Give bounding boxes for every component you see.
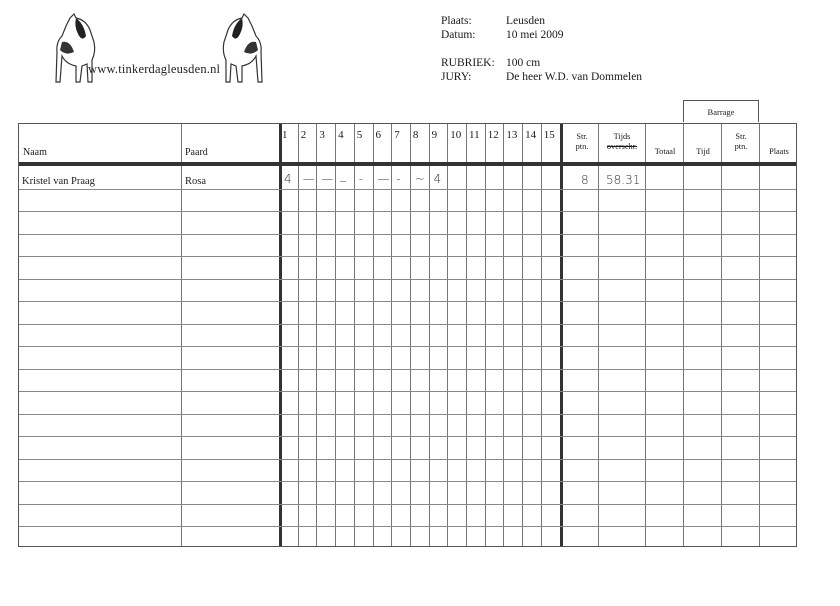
row-divider: [19, 346, 796, 347]
header-obstacle-3: 3: [319, 129, 325, 141]
datum-label: Datum:: [441, 29, 476, 41]
header-obstacle-11: 11: [469, 129, 480, 141]
row-1-obstacle-5: -: [358, 172, 364, 186]
row-1-obstacle-9: 4: [433, 172, 442, 186]
plaats-label: Plaats:: [441, 15, 472, 27]
column-divider: [485, 124, 486, 546]
row-1-obstacle-6: —: [377, 172, 390, 186]
header-divider: [19, 162, 796, 166]
column-divider: [560, 124, 563, 546]
column-divider: [279, 124, 282, 546]
column-divider: [298, 124, 299, 546]
row-divider: [19, 301, 796, 302]
rubriek-value: 100 cm: [506, 57, 541, 69]
row-1-str-ptn: 8: [581, 173, 589, 187]
row-1-paard: Rosa: [185, 176, 206, 187]
header-obstacle-1: 1: [282, 129, 288, 141]
rubriek-label: RUBRIEK:: [441, 57, 495, 69]
header-tijds-overschr: Tijds overschr.: [606, 132, 638, 151]
barrage-header: Barrage: [683, 100, 759, 122]
column-divider: [503, 124, 504, 546]
header-obstacle-6: 6: [375, 129, 381, 141]
row-divider: [19, 391, 796, 392]
column-divider: [447, 124, 448, 546]
column-divider: [522, 124, 523, 546]
row-divider: [19, 481, 796, 482]
header-obstacle-4: 4: [338, 129, 344, 141]
column-divider: [335, 124, 336, 546]
row-1-naam: Kristel van Praag: [22, 176, 95, 187]
header-obstacle-12: 12: [487, 129, 499, 141]
header-plaats: Plaats: [769, 147, 789, 156]
row-divider: [19, 189, 796, 190]
jury-value: De heer W.D. van Dommelen: [506, 71, 643, 83]
row-divider: [19, 504, 796, 505]
column-divider: [429, 124, 430, 546]
header-str-ptn: Str. ptn.: [575, 132, 589, 151]
header-obstacle-14: 14: [525, 129, 537, 141]
horse-right-icon: [218, 12, 266, 86]
jury-label: JURY:: [441, 71, 472, 83]
column-divider: [316, 124, 317, 546]
column-divider: [391, 124, 392, 546]
row-divider: [19, 436, 796, 437]
row-divider: [19, 369, 796, 370]
row-1-obstacle-8: ~: [414, 172, 425, 186]
header-obstacle-2: 2: [300, 129, 307, 141]
column-divider: [721, 124, 722, 546]
header-obstacle-5: 5: [356, 129, 363, 141]
row-divider: [19, 526, 796, 527]
header-obstacle-7: 7: [394, 129, 400, 141]
column-divider: [466, 124, 467, 546]
row-1-obstacle-2: —: [302, 172, 315, 186]
header-obstacle-10: 10: [450, 129, 462, 141]
header-totaal: Totaal: [654, 147, 676, 156]
header-obstacle-8: 8: [412, 129, 419, 141]
header-obstacle-15: 15: [543, 129, 555, 141]
row-divider: [19, 279, 796, 280]
row-1-obstacle-7: -: [396, 172, 401, 186]
row-1-obstacle-1: 4: [284, 172, 292, 186]
row-divider: [19, 324, 796, 325]
website-url: www.tinkerdagleusden.nl: [88, 62, 221, 76]
header-paard: Paard: [185, 147, 208, 158]
row-1-obstacle-4: _: [340, 168, 347, 182]
score-sheet: [18, 123, 797, 547]
datum-value: 10 mei 2009: [506, 29, 564, 41]
column-divider: [683, 124, 684, 546]
header-obstacle-13: 13: [506, 129, 518, 141]
row-divider: [19, 256, 796, 257]
column-divider: [181, 124, 182, 546]
logo: [52, 12, 272, 88]
column-divider: [410, 124, 411, 546]
column-divider: [598, 124, 599, 546]
header-obstacle-9: 9: [431, 129, 438, 141]
column-divider: [373, 124, 374, 546]
column-divider: [759, 124, 760, 546]
column-divider: [645, 124, 646, 546]
header-tijd: Tijd: [696, 147, 710, 156]
header-naam: Naam: [23, 147, 47, 158]
row-divider: [19, 414, 796, 415]
row-1-tijd: 58.31: [606, 173, 641, 187]
row-divider: [19, 211, 796, 212]
plaats-value: Leusden: [506, 15, 545, 27]
column-divider: [541, 124, 542, 546]
column-divider: [354, 124, 355, 546]
row-1-obstacle-3: —: [321, 172, 334, 186]
row-divider: [19, 234, 796, 235]
header-barrage-str-ptn: Str. ptn.: [734, 132, 748, 151]
row-divider: [19, 459, 796, 460]
